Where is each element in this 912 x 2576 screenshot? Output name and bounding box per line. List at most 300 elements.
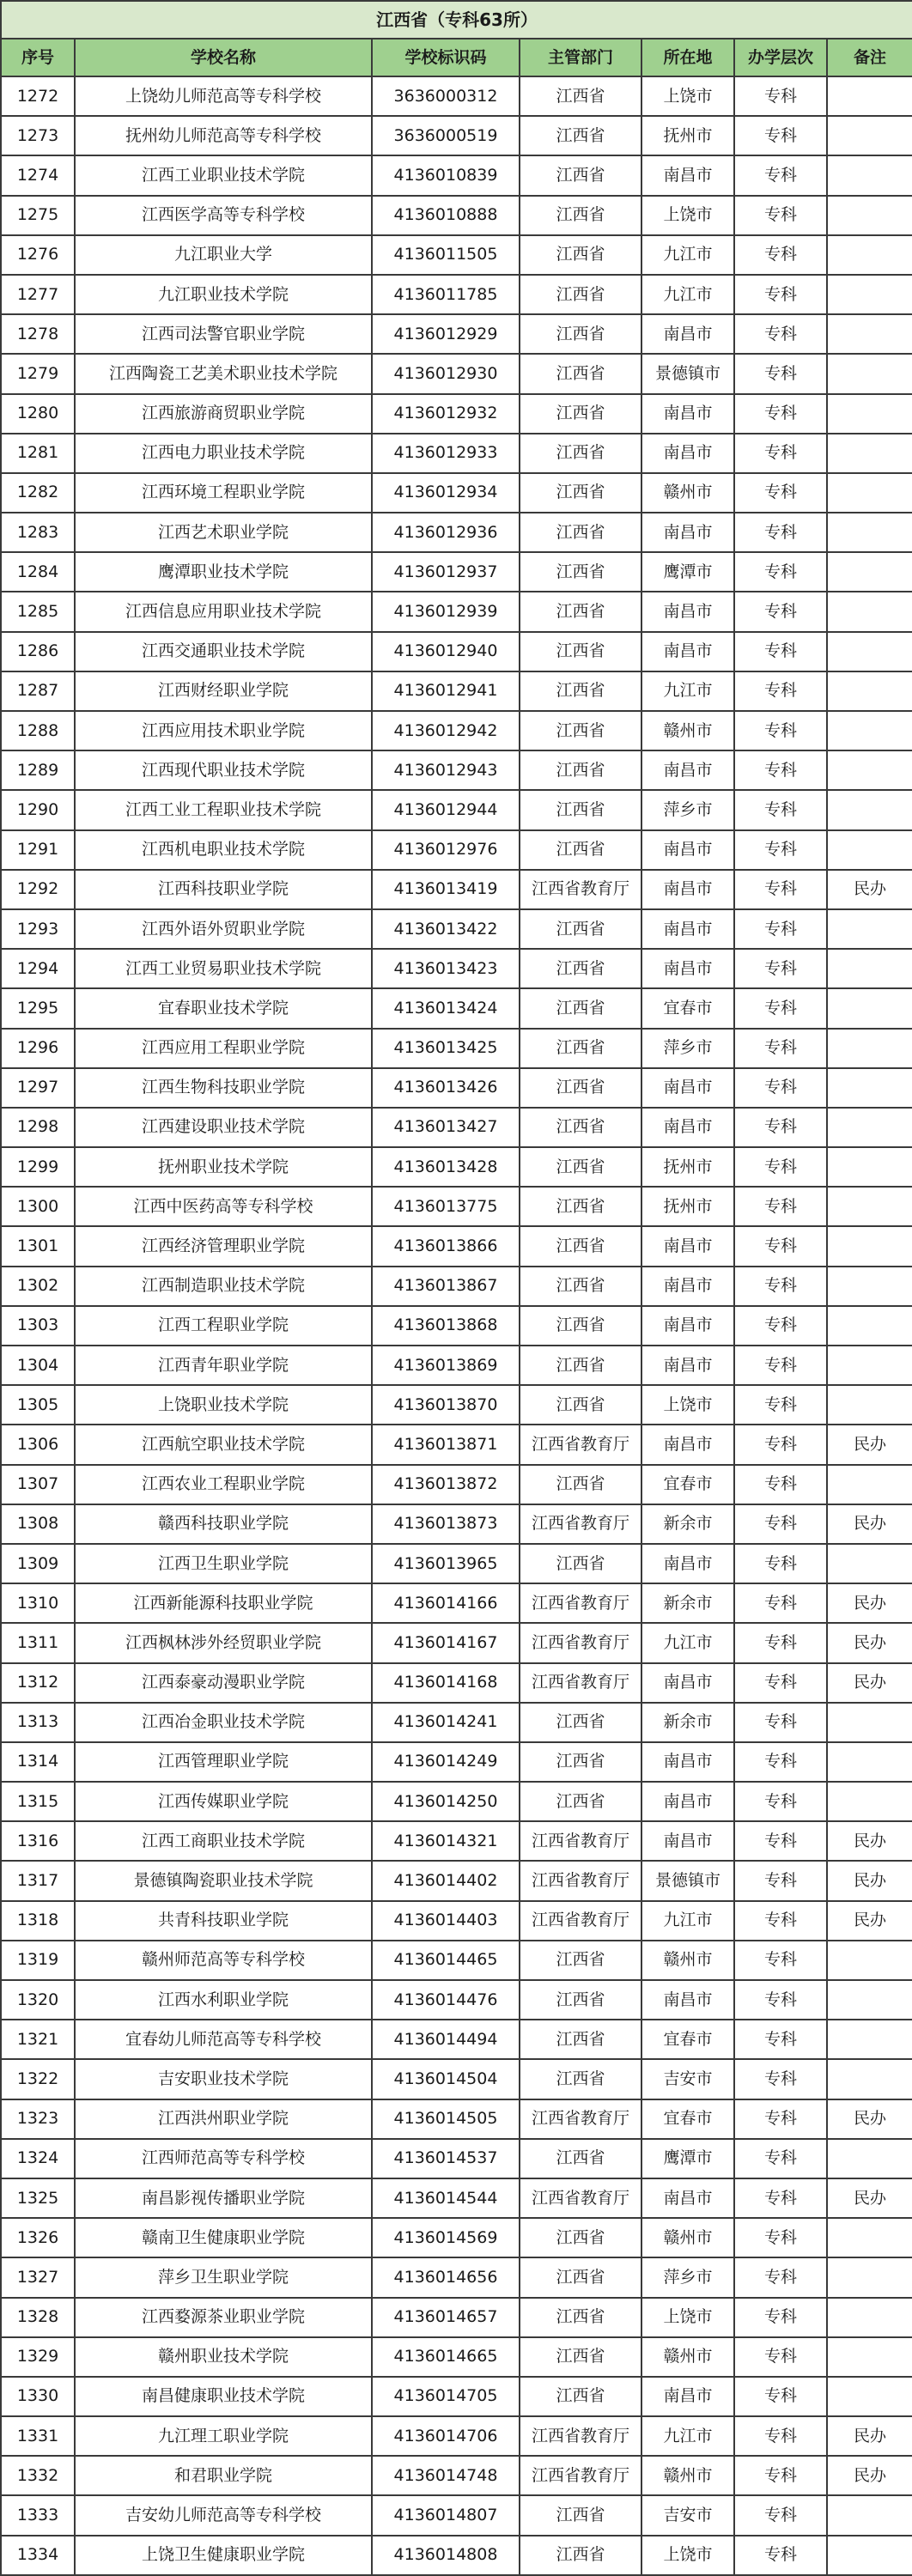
cell-location: 南昌市 bbox=[641, 155, 734, 195]
table-row bbox=[1, 2416, 912, 2456]
cell-remark bbox=[827, 1108, 912, 1147]
cell-authority: 江西省 bbox=[520, 2218, 641, 2257]
cell-location: 南昌市 bbox=[641, 1306, 734, 1346]
cell-index: 1313 bbox=[1, 1703, 75, 1742]
cell-index: 1305 bbox=[1, 1385, 75, 1425]
cell-school-code: 4136012941 bbox=[372, 671, 520, 711]
cell-remark bbox=[827, 1306, 912, 1346]
cell-school-name: 江西建设职业技术学院 bbox=[75, 1108, 372, 1147]
cell-index: 1334 bbox=[1, 2536, 75, 2575]
cell-authority: 江西省教育厅 bbox=[520, 1663, 641, 1703]
cell-level: 专科 bbox=[734, 1226, 827, 1266]
cell-authority: 江西省 bbox=[520, 790, 641, 829]
cell-authority: 江西省 bbox=[520, 76, 641, 116]
cell-level: 专科 bbox=[734, 155, 827, 195]
cell-index: 1281 bbox=[1, 434, 75, 473]
cell-location: 上饶市 bbox=[641, 76, 734, 116]
cell-school-code: 4136014504 bbox=[372, 2059, 520, 2099]
cell-school-code: 4136014748 bbox=[372, 2456, 520, 2495]
cell-index: 1290 bbox=[1, 790, 75, 829]
cell-authority: 江西省教育厅 bbox=[520, 1425, 641, 1464]
cell-location: 宜春市 bbox=[641, 1465, 734, 1504]
cell-school-code: 4136014807 bbox=[372, 2495, 520, 2535]
cell-school-name: 江西婺源茶业职业学院 bbox=[75, 2298, 372, 2337]
cell-index: 1297 bbox=[1, 1068, 75, 1108]
cell-level: 专科 bbox=[734, 1663, 827, 1703]
cell-remark bbox=[827, 394, 912, 434]
cell-school-name: 江西洪州职业学院 bbox=[75, 2099, 372, 2139]
cell-remark bbox=[827, 1782, 912, 1821]
cell-school-code: 3636000519 bbox=[372, 116, 520, 155]
cell-authority: 江西省 bbox=[520, 1544, 641, 1583]
cell-remark bbox=[827, 473, 912, 513]
cell-school-code: 4136010839 bbox=[372, 155, 520, 195]
table-row bbox=[1, 2257, 912, 2297]
cell-index: 1311 bbox=[1, 1623, 75, 1662]
cell-level: 专科 bbox=[734, 1861, 827, 1900]
cell-school-name: 赣州师范高等专科学校 bbox=[75, 1941, 372, 1980]
cell-location: 南昌市 bbox=[641, 1782, 734, 1821]
cell-school-code: 4136013872 bbox=[372, 1465, 520, 1504]
cell-level: 专科 bbox=[734, 1980, 827, 2020]
cell-index: 1296 bbox=[1, 1029, 75, 1068]
cell-level: 专科 bbox=[734, 1147, 827, 1187]
cell-remark bbox=[827, 235, 912, 275]
cell-school-name: 共青科技职业学院 bbox=[75, 1901, 372, 1941]
cell-location: 赣州市 bbox=[641, 1941, 734, 1980]
table-row bbox=[1, 1703, 912, 1742]
cell-index: 1286 bbox=[1, 632, 75, 671]
cell-authority: 江西省 bbox=[520, 1147, 641, 1187]
cell-school-code: 4136013419 bbox=[372, 870, 520, 909]
cell-remark bbox=[827, 2059, 912, 2099]
cell-level: 专科 bbox=[734, 1187, 827, 1226]
cell-school-name: 九江理工职业学院 bbox=[75, 2416, 372, 2456]
cell-location: 九江市 bbox=[641, 2416, 734, 2456]
cell-authority: 江西省 bbox=[520, 2377, 641, 2416]
cell-school-name: 江西医学高等专科学校 bbox=[75, 196, 372, 235]
cell-school-code: 4136012940 bbox=[372, 632, 520, 671]
table-row bbox=[1, 1663, 912, 1703]
cell-level: 专科 bbox=[734, 909, 827, 949]
cell-level: 专科 bbox=[734, 1623, 827, 1662]
cell-level: 专科 bbox=[734, 235, 827, 275]
cell-school-name: 江西现代职业技术学院 bbox=[75, 750, 372, 790]
cell-level: 专科 bbox=[734, 750, 827, 790]
cell-level: 专科 bbox=[734, 1306, 827, 1346]
cell-location: 南昌市 bbox=[641, 1108, 734, 1147]
cell-location: 宜春市 bbox=[641, 2099, 734, 2139]
cell-school-code: 4136014665 bbox=[372, 2337, 520, 2377]
cell-index: 1324 bbox=[1, 2139, 75, 2178]
cell-school-code: 4136013428 bbox=[372, 1147, 520, 1187]
cell-school-code: 4136013427 bbox=[372, 1108, 520, 1147]
header-school-name: 学校名称 bbox=[75, 39, 372, 76]
cell-authority: 江西省教育厅 bbox=[520, 2178, 641, 2218]
table-row bbox=[1, 1226, 912, 1266]
cell-index: 1282 bbox=[1, 473, 75, 513]
cell-school-code: 4136013869 bbox=[372, 1346, 520, 1385]
cell-school-code: 4136012937 bbox=[372, 552, 520, 592]
cell-index: 1327 bbox=[1, 2257, 75, 2297]
cell-level: 专科 bbox=[734, 1029, 827, 1068]
table-row bbox=[1, 314, 912, 354]
cell-remark bbox=[827, 909, 912, 949]
cell-location: 九江市 bbox=[641, 235, 734, 275]
cell-school-code: 4136012934 bbox=[372, 473, 520, 513]
cell-index: 1279 bbox=[1, 354, 75, 393]
cell-school-name: 江西环境工程职业学院 bbox=[75, 473, 372, 513]
cell-location: 抚州市 bbox=[641, 1147, 734, 1187]
cell-level: 专科 bbox=[734, 1425, 827, 1464]
cell-index: 1277 bbox=[1, 275, 75, 314]
cell-school-name: 江西应用工程职业学院 bbox=[75, 1029, 372, 1068]
cell-level: 专科 bbox=[734, 2218, 827, 2257]
cell-school-code: 4136014706 bbox=[372, 2416, 520, 2456]
cell-school-code: 4136011785 bbox=[372, 275, 520, 314]
cell-authority: 江西省 bbox=[520, 1465, 641, 1504]
cell-school-name: 江西航空职业技术学院 bbox=[75, 1425, 372, 1464]
cell-school-name: 江西工业工程职业技术学院 bbox=[75, 790, 372, 829]
cell-index: 1320 bbox=[1, 1980, 75, 2020]
cell-remark bbox=[827, 196, 912, 235]
cell-school-name: 江西师范高等专科学校 bbox=[75, 2139, 372, 2178]
cell-remark bbox=[827, 275, 912, 314]
cell-index: 1329 bbox=[1, 2337, 75, 2377]
cell-school-name: 赣西科技职业学院 bbox=[75, 1504, 372, 1544]
cell-school-code: 4136011505 bbox=[372, 235, 520, 275]
table-row bbox=[1, 1861, 912, 1900]
cell-location: 南昌市 bbox=[641, 1980, 734, 2020]
cell-location: 九江市 bbox=[641, 671, 734, 711]
cell-authority: 江西省教育厅 bbox=[520, 1861, 641, 1900]
cell-school-name: 九江职业大学 bbox=[75, 235, 372, 275]
cell-school-name: 江西电力职业技术学院 bbox=[75, 434, 372, 473]
cell-location: 吉安市 bbox=[641, 2495, 734, 2535]
cell-school-code: 4136010888 bbox=[372, 196, 520, 235]
cell-school-name: 江西卫生职业学院 bbox=[75, 1544, 372, 1583]
cell-authority: 江西省 bbox=[520, 473, 641, 513]
cell-level: 专科 bbox=[734, 2495, 827, 2535]
cell-remark bbox=[827, 1226, 912, 1266]
table-row bbox=[1, 592, 912, 631]
cell-remark: 民办 bbox=[827, 1821, 912, 1861]
cell-school-name: 上饶职业技术学院 bbox=[75, 1385, 372, 1425]
cell-level: 专科 bbox=[734, 354, 827, 393]
table-row bbox=[1, 2377, 912, 2416]
table-row bbox=[1, 632, 912, 671]
cell-authority: 江西省教育厅 bbox=[520, 870, 641, 909]
cell-school-code: 4136012930 bbox=[372, 354, 520, 393]
cell-index: 1314 bbox=[1, 1742, 75, 1782]
cell-location: 南昌市 bbox=[641, 870, 734, 909]
header-remark: 备注 bbox=[827, 39, 912, 76]
cell-school-name: 江西冶金职业技术学院 bbox=[75, 1703, 372, 1742]
cell-level: 专科 bbox=[734, 1068, 827, 1108]
table-title-row bbox=[1, 1, 912, 39]
cell-index: 1273 bbox=[1, 116, 75, 155]
table-row bbox=[1, 1465, 912, 1504]
cell-remark bbox=[827, 314, 912, 354]
cell-location: 南昌市 bbox=[641, 830, 734, 870]
table-header-row bbox=[1, 39, 912, 76]
cell-authority: 江西省 bbox=[520, 1267, 641, 1306]
table-row bbox=[1, 1385, 912, 1425]
cell-location: 赣州市 bbox=[641, 2456, 734, 2495]
cell-location: 赣州市 bbox=[641, 2337, 734, 2377]
cell-remark: 民办 bbox=[827, 1623, 912, 1662]
cell-location: 南昌市 bbox=[641, 1346, 734, 1385]
cell-level: 专科 bbox=[734, 552, 827, 592]
cell-remark bbox=[827, 1147, 912, 1187]
table-row bbox=[1, 235, 912, 275]
cell-school-code: 4136014403 bbox=[372, 1901, 520, 1941]
table-row bbox=[1, 1941, 912, 1980]
cell-school-name: 宜春幼儿师范高等专科学校 bbox=[75, 2020, 372, 2059]
cell-level: 专科 bbox=[734, 76, 827, 116]
cell-level: 专科 bbox=[734, 1703, 827, 1742]
cell-school-name: 吉安幼儿师范高等专科学校 bbox=[75, 2495, 372, 2535]
cell-location: 萍乡市 bbox=[641, 1029, 734, 1068]
cell-remark: 民办 bbox=[827, 1583, 912, 1623]
cell-authority: 江西省 bbox=[520, 116, 641, 155]
cell-remark bbox=[827, 2377, 912, 2416]
cell-authority: 江西省 bbox=[520, 1346, 641, 1385]
cell-location: 吉安市 bbox=[641, 2059, 734, 2099]
cell-remark: 民办 bbox=[827, 1663, 912, 1703]
cell-index: 1318 bbox=[1, 1901, 75, 1941]
cell-authority: 江西省 bbox=[520, 2257, 641, 2297]
cell-authority: 江西省 bbox=[520, 830, 641, 870]
cell-authority: 江西省 bbox=[520, 1187, 641, 1226]
cell-location: 南昌市 bbox=[641, 314, 734, 354]
cell-school-name: 江西工商职业技术学院 bbox=[75, 1821, 372, 1861]
cell-level: 专科 bbox=[734, 1583, 827, 1623]
cell-school-name: 江西外语外贸职业学院 bbox=[75, 909, 372, 949]
cell-location: 南昌市 bbox=[641, 949, 734, 988]
table-row bbox=[1, 116, 912, 155]
cell-authority: 江西省 bbox=[520, 1068, 641, 1108]
cell-authority: 江西省教育厅 bbox=[520, 2456, 641, 2495]
cell-authority: 江西省 bbox=[520, 949, 641, 988]
cell-index: 1330 bbox=[1, 2377, 75, 2416]
table-row bbox=[1, 1267, 912, 1306]
table-row bbox=[1, 394, 912, 434]
table-row bbox=[1, 2495, 912, 2535]
cell-remark bbox=[827, 1703, 912, 1742]
table-row bbox=[1, 790, 912, 829]
table-row bbox=[1, 1425, 912, 1464]
cell-level: 专科 bbox=[734, 116, 827, 155]
table-row bbox=[1, 909, 912, 949]
cell-authority: 江西省教育厅 bbox=[520, 2099, 641, 2139]
cell-level: 专科 bbox=[734, 2139, 827, 2178]
cell-level: 专科 bbox=[734, 988, 827, 1028]
cell-location: 南昌市 bbox=[641, 909, 734, 949]
table-row bbox=[1, 2059, 912, 2099]
table-row bbox=[1, 1306, 912, 1346]
cell-school-name: 江西交通职业技术学院 bbox=[75, 632, 372, 671]
cell-index: 1295 bbox=[1, 988, 75, 1028]
cell-remark: 民办 bbox=[827, 2099, 912, 2139]
cell-remark bbox=[827, 949, 912, 988]
cell-location: 宜春市 bbox=[641, 988, 734, 1028]
cell-index: 1316 bbox=[1, 1821, 75, 1861]
cell-remark bbox=[827, 155, 912, 195]
cell-authority: 江西省 bbox=[520, 2020, 641, 2059]
cell-authority: 江西省教育厅 bbox=[520, 1504, 641, 1544]
cell-location: 上饶市 bbox=[641, 1385, 734, 1425]
table-row bbox=[1, 949, 912, 988]
cell-level: 专科 bbox=[734, 671, 827, 711]
cell-level: 专科 bbox=[734, 870, 827, 909]
cell-level: 专科 bbox=[734, 2099, 827, 2139]
cell-school-name: 江西工业职业技术学院 bbox=[75, 155, 372, 195]
cell-location: 南昌市 bbox=[641, 592, 734, 631]
cell-location: 南昌市 bbox=[641, 1425, 734, 1464]
cell-remark bbox=[827, 1980, 912, 2020]
cell-school-code: 4136013422 bbox=[372, 909, 520, 949]
cell-location: 南昌市 bbox=[641, 750, 734, 790]
cell-school-name: 江西生物科技职业学院 bbox=[75, 1068, 372, 1108]
cell-school-code: 4136013867 bbox=[372, 1267, 520, 1306]
cell-remark: 民办 bbox=[827, 1425, 912, 1464]
cell-school-code: 4136012942 bbox=[372, 711, 520, 750]
cell-level: 专科 bbox=[734, 1821, 827, 1861]
cell-location: 新余市 bbox=[641, 1504, 734, 1544]
cell-location: 南昌市 bbox=[641, 1663, 734, 1703]
cell-school-name: 抚州职业技术学院 bbox=[75, 1147, 372, 1187]
cell-school-code: 4136014250 bbox=[372, 1782, 520, 1821]
cell-authority: 江西省教育厅 bbox=[520, 2416, 641, 2456]
cell-remark bbox=[827, 592, 912, 631]
cell-authority: 江西省 bbox=[520, 1782, 641, 1821]
cell-location: 鹰潭市 bbox=[641, 552, 734, 592]
cell-location: 上饶市 bbox=[641, 2298, 734, 2337]
cell-location: 南昌市 bbox=[641, 434, 734, 473]
cell-school-code: 4136012944 bbox=[372, 790, 520, 829]
cell-school-code: 4136012976 bbox=[372, 830, 520, 870]
cell-location: 上饶市 bbox=[641, 196, 734, 235]
cell-level: 专科 bbox=[734, 2337, 827, 2377]
cell-authority: 江西省 bbox=[520, 2495, 641, 2535]
cell-level: 专科 bbox=[734, 2020, 827, 2059]
cell-remark bbox=[827, 2257, 912, 2297]
cell-index: 1317 bbox=[1, 1861, 75, 1900]
cell-authority: 江西省 bbox=[520, 275, 641, 314]
cell-level: 专科 bbox=[734, 394, 827, 434]
cell-remark: 民办 bbox=[827, 1861, 912, 1900]
cell-school-name: 江西信息应用职业技术学院 bbox=[75, 592, 372, 631]
cell-index: 1307 bbox=[1, 1465, 75, 1504]
cell-school-name: 九江职业技术学院 bbox=[75, 275, 372, 314]
cell-school-code: 4136014656 bbox=[372, 2257, 520, 2297]
cell-index: 1325 bbox=[1, 2178, 75, 2218]
cell-remark bbox=[827, 988, 912, 1028]
cell-index: 1274 bbox=[1, 155, 75, 195]
cell-school-code: 4136014476 bbox=[372, 1980, 520, 2020]
cell-authority: 江西省 bbox=[520, 1385, 641, 1425]
table-row bbox=[1, 1544, 912, 1583]
cell-school-name: 江西工程职业学院 bbox=[75, 1306, 372, 1346]
cell-level: 专科 bbox=[734, 790, 827, 829]
table-row bbox=[1, 2099, 912, 2139]
cell-level: 专科 bbox=[734, 1346, 827, 1385]
table-row bbox=[1, 1980, 912, 2020]
cell-level: 专科 bbox=[734, 632, 827, 671]
table-row bbox=[1, 2456, 912, 2495]
cell-authority: 江西省 bbox=[520, 988, 641, 1028]
cell-school-name: 江西泰豪动漫职业学院 bbox=[75, 1663, 372, 1703]
cell-remark bbox=[827, 2337, 912, 2377]
cell-authority: 江西省教育厅 bbox=[520, 1623, 641, 1662]
cell-school-name: 江西陶瓷工艺美术职业技术学院 bbox=[75, 354, 372, 393]
cell-location: 南昌市 bbox=[641, 1544, 734, 1583]
cell-remark bbox=[827, 1267, 912, 1306]
cell-index: 1292 bbox=[1, 870, 75, 909]
cell-remark: 民办 bbox=[827, 870, 912, 909]
cell-school-code: 4136013775 bbox=[372, 1187, 520, 1226]
cell-level: 专科 bbox=[734, 2257, 827, 2297]
table-row bbox=[1, 76, 912, 116]
cell-level: 专科 bbox=[734, 1108, 827, 1147]
cell-remark: 民办 bbox=[827, 1901, 912, 1941]
cell-authority: 江西省 bbox=[520, 394, 641, 434]
cell-remark bbox=[827, 1029, 912, 1068]
cell-index: 1280 bbox=[1, 394, 75, 434]
cell-school-code: 4136012929 bbox=[372, 314, 520, 354]
table-row bbox=[1, 830, 912, 870]
cell-school-name: 南昌影视传播职业学院 bbox=[75, 2178, 372, 2218]
cell-remark bbox=[827, 1346, 912, 1385]
cell-level: 专科 bbox=[734, 2178, 827, 2218]
table-title: 江西省（专科63所） bbox=[1, 1, 912, 39]
table-row bbox=[1, 196, 912, 235]
cell-authority: 江西省 bbox=[520, 909, 641, 949]
cell-authority: 江西省 bbox=[520, 1941, 641, 1980]
table-row bbox=[1, 1623, 912, 1662]
table-row bbox=[1, 1901, 912, 1941]
cell-school-code: 4136012939 bbox=[372, 592, 520, 631]
cell-authority: 江西省 bbox=[520, 434, 641, 473]
cell-level: 专科 bbox=[734, 513, 827, 552]
table-row bbox=[1, 552, 912, 592]
cell-remark bbox=[827, 1187, 912, 1226]
cell-index: 1278 bbox=[1, 314, 75, 354]
cell-remark bbox=[827, 830, 912, 870]
cell-school-code: 4136014167 bbox=[372, 1623, 520, 1662]
cell-level: 专科 bbox=[734, 711, 827, 750]
cell-school-code: 4136013426 bbox=[372, 1068, 520, 1108]
cell-school-code: 4136013424 bbox=[372, 988, 520, 1028]
cell-level: 专科 bbox=[734, 592, 827, 631]
cell-location: 上饶市 bbox=[641, 2536, 734, 2575]
cell-remark bbox=[827, 552, 912, 592]
cell-school-code: 4136014808 bbox=[372, 2536, 520, 2575]
cell-remark bbox=[827, 671, 912, 711]
cell-school-code: 4136014505 bbox=[372, 2099, 520, 2139]
header-school-code: 学校标识码 bbox=[372, 39, 520, 76]
cell-index: 1303 bbox=[1, 1306, 75, 1346]
cell-index: 1276 bbox=[1, 235, 75, 275]
cell-level: 专科 bbox=[734, 1941, 827, 1980]
cell-authority: 江西省 bbox=[520, 235, 641, 275]
cell-location: 九江市 bbox=[641, 1623, 734, 1662]
cell-level: 专科 bbox=[734, 275, 827, 314]
cell-remark bbox=[827, 76, 912, 116]
cell-level: 专科 bbox=[734, 1465, 827, 1504]
cell-location: 赣州市 bbox=[641, 2218, 734, 2257]
